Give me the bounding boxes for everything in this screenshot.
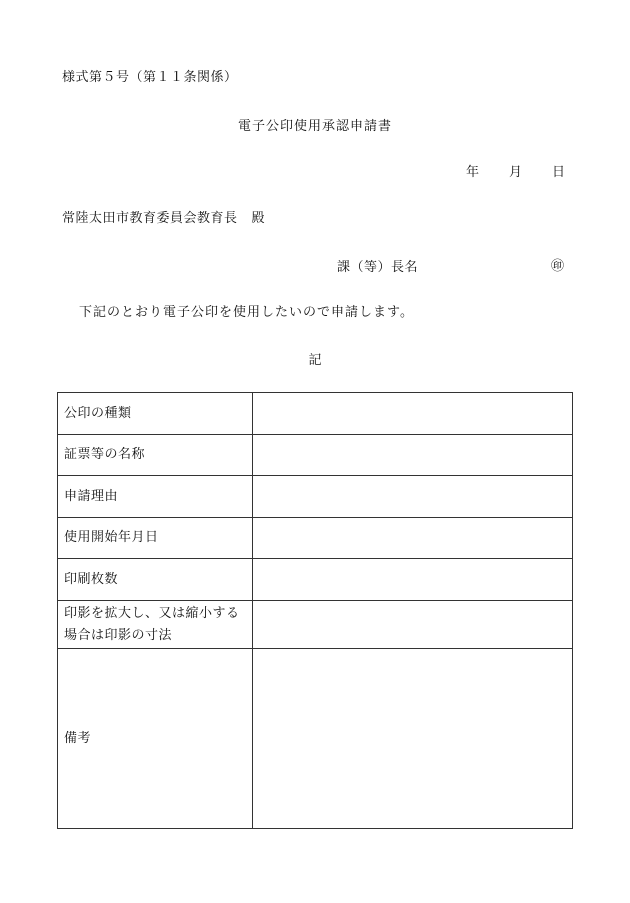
- start-date-label: 使用開始年月日: [58, 518, 253, 559]
- seal-dimensions-label-line1: 印影を拡大し、又は縮小する: [64, 605, 240, 621]
- seal-dimensions-label-line2: 場合は印影の寸法: [64, 627, 173, 643]
- table-row-certificate-name: [58, 435, 573, 476]
- print-count-value[interactable]: [253, 559, 573, 601]
- remarks-label: 備考: [58, 649, 253, 829]
- table-row-reason: [58, 476, 573, 518]
- date-year-label: 年: [466, 165, 480, 180]
- certificate-name-label: 証票等の名称: [58, 435, 253, 476]
- addressee-honorific: 殿: [251, 211, 266, 226]
- date-month-label: 月: [509, 165, 523, 180]
- seal-mark: ㊞: [551, 259, 565, 274]
- remarks-value[interactable]: [253, 649, 573, 829]
- reason-label: 申請理由: [58, 476, 253, 518]
- request-text: 下記のとおり電子公印を使用したいので申請します。: [79, 305, 414, 320]
- addressee-name: 常陸太田市教育委員会教育長: [62, 211, 238, 226]
- table-row-start-date: [58, 518, 573, 559]
- application-details-table: [57, 392, 573, 829]
- seal-type-value[interactable]: [253, 393, 573, 435]
- seal-type-label: 公印の種類: [58, 393, 253, 435]
- form-number: 様式第５号（第１１条関係）: [62, 70, 238, 85]
- print-count-label: 印刷枚数: [58, 559, 253, 601]
- start-date-value[interactable]: [253, 518, 573, 559]
- certificate-name-value[interactable]: [253, 435, 573, 476]
- seal-dimensions-value[interactable]: [253, 601, 573, 649]
- ki-label: 記: [308, 353, 322, 368]
- table-row-remarks: [58, 649, 573, 829]
- table-row-seal-type: [58, 393, 573, 435]
- date-line: [466, 161, 565, 180]
- applicant-label: 課（等）長名: [337, 260, 419, 275]
- document-title: 電子公印使用承認申請書: [237, 119, 392, 134]
- date-day-label: 日: [552, 165, 566, 180]
- table-row-seal-dimensions: [58, 601, 573, 649]
- seal-dimensions-label: [58, 601, 253, 649]
- reason-value[interactable]: [253, 476, 573, 518]
- table-row-print-count: [58, 559, 573, 601]
- addressee: [62, 207, 265, 226]
